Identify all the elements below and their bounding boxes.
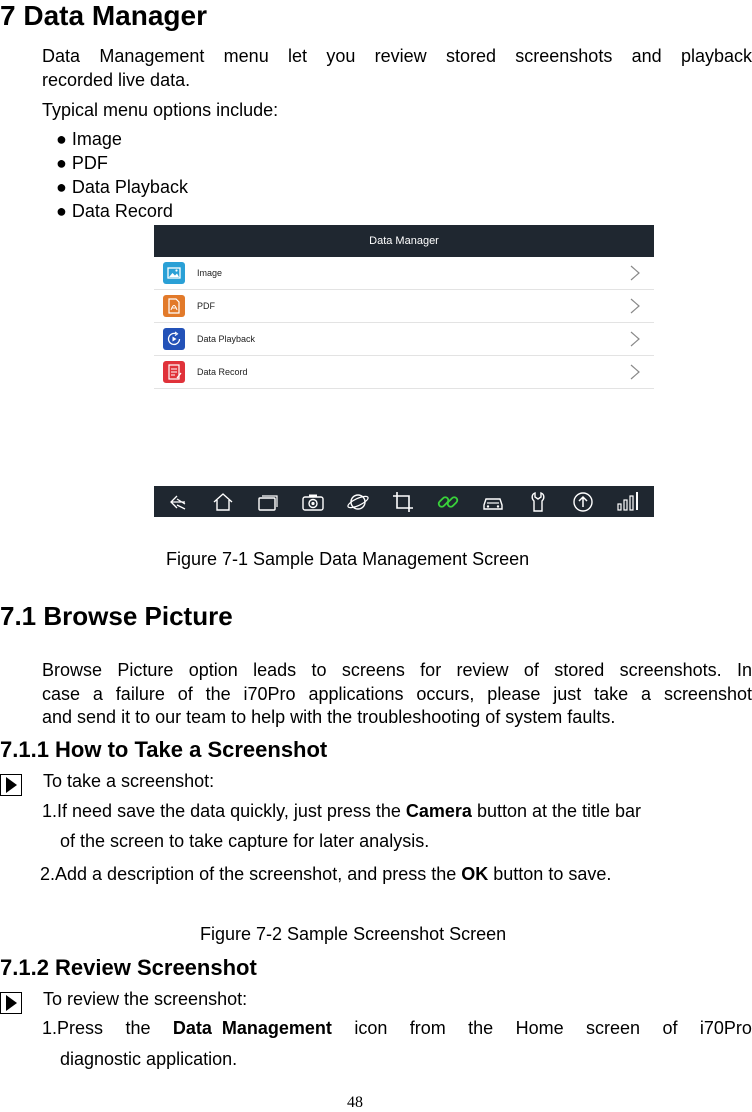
step-2 bbox=[40, 864, 611, 885]
subsection-heading: 7.1.2 Review Screenshot bbox=[0, 955, 257, 980]
bullet-text: PDF bbox=[71, 153, 108, 173]
step-word: the bbox=[125, 1018, 151, 1038]
bullet-dot: ● bbox=[56, 153, 67, 173]
chevron-right-icon bbox=[628, 265, 642, 281]
wrench-icon[interactable] bbox=[526, 490, 550, 514]
bullet-item bbox=[56, 129, 122, 150]
bullet-text: Image bbox=[71, 129, 122, 149]
step-text: Add a description of the screenshot, and press the bbox=[55, 864, 462, 884]
menu-item-data-record[interactable] bbox=[154, 356, 654, 389]
menu-item-pdf[interactable] bbox=[154, 290, 654, 323]
record-icon bbox=[163, 361, 185, 383]
step-bold: Data Management bbox=[172, 1018, 332, 1038]
bullet-text: Data Playback bbox=[71, 177, 188, 197]
paragraph-line: Browse Picture option leads to screens for review of stored screenshots. In bbox=[42, 660, 752, 680]
bullet-item bbox=[56, 201, 173, 222]
upload-icon[interactable] bbox=[571, 490, 595, 514]
bullet-dot: ● bbox=[56, 177, 67, 197]
browser-icon[interactable] bbox=[346, 490, 370, 514]
step-word: Home bbox=[515, 1018, 564, 1038]
back-icon[interactable] bbox=[166, 490, 190, 514]
bullet-dot: ● bbox=[56, 201, 67, 221]
chevron-right-icon bbox=[628, 364, 642, 380]
step-number: 1. bbox=[42, 1018, 58, 1038]
recent-apps-icon[interactable] bbox=[256, 490, 280, 514]
screenshot-title-bar: Data Manager bbox=[154, 225, 654, 257]
pdf-icon bbox=[163, 295, 185, 317]
image-icon bbox=[163, 262, 185, 284]
intro-line-2: recorded live data. bbox=[42, 70, 191, 90]
step-word: the bbox=[468, 1018, 494, 1038]
step-text: button to save. bbox=[488, 864, 612, 884]
instruction-intro: To take a screenshot: bbox=[43, 771, 215, 791]
intro-line-1: Data Management menu let you review stored screenshots and playback bbox=[42, 46, 752, 66]
link-icon[interactable] bbox=[436, 490, 460, 514]
camera-icon[interactable] bbox=[301, 490, 325, 514]
menu-item-data-playback[interactable] bbox=[154, 323, 654, 356]
bullet-dot: ● bbox=[56, 129, 67, 149]
paragraph-line: case a failure of the i70Pro applications occurs, please just take a screenshot bbox=[42, 684, 752, 704]
crop-icon[interactable] bbox=[391, 490, 415, 514]
bullet-text: Data Record bbox=[71, 201, 173, 221]
instruction-intro: To review the screenshot: bbox=[43, 989, 248, 1009]
home-icon[interactable] bbox=[211, 490, 235, 514]
section-heading: 7.1 Browse Picture bbox=[0, 601, 233, 631]
arrow-bullet-icon bbox=[0, 774, 22, 796]
step-word: from bbox=[409, 1018, 446, 1038]
step-text: If need save the data quickly, just press the bbox=[57, 801, 406, 821]
figure-caption: Figure 7-1 Sample Data Management Screen bbox=[166, 549, 530, 569]
bullet-item bbox=[56, 153, 108, 174]
step-word: Press bbox=[57, 1018, 104, 1038]
step-word: of bbox=[662, 1018, 678, 1038]
review-step-1-line-2: diagnostic application. bbox=[60, 1049, 238, 1069]
playback-icon bbox=[163, 328, 185, 350]
menu-item-label: Image bbox=[197, 268, 223, 278]
menu-item-image[interactable] bbox=[154, 257, 654, 290]
page-number: 48 bbox=[347, 1094, 363, 1111]
step-word: icon bbox=[354, 1018, 388, 1038]
step-bold: OK bbox=[461, 864, 489, 884]
car-icon[interactable] bbox=[481, 490, 505, 514]
subsection-heading: 7.1.1 How to Take a Screenshot bbox=[0, 737, 328, 762]
step-number: 2. bbox=[40, 864, 56, 884]
signal-icon[interactable] bbox=[616, 490, 640, 514]
chevron-right-icon bbox=[628, 331, 642, 347]
step-number: 1. bbox=[42, 801, 58, 821]
figure-caption: Figure 7-2 Sample Screenshot Screen bbox=[200, 924, 507, 944]
chevron-right-icon bbox=[628, 298, 642, 314]
screenshot-nav-bar bbox=[154, 486, 654, 517]
options-intro: Typical menu options include: bbox=[42, 100, 279, 120]
menu-item-label: Data Record bbox=[197, 367, 248, 377]
data-manager-screenshot bbox=[154, 225, 654, 517]
step-bold: Camera bbox=[405, 801, 472, 821]
step-text: button at the title bar bbox=[471, 801, 642, 821]
menu-item-label: PDF bbox=[197, 301, 215, 311]
bullet-item bbox=[56, 177, 188, 198]
page-title: 7 Data Manager bbox=[0, 0, 207, 31]
step-1-line-2: of the screen to take capture for later analysis. bbox=[60, 831, 430, 851]
paragraph-line: and send it to our team to help with the troubleshooting of system faults. bbox=[42, 707, 616, 727]
review-step-1 bbox=[42, 1018, 752, 1039]
data-manager-menu bbox=[154, 257, 654, 389]
step-1 bbox=[42, 801, 641, 822]
step-word: screen bbox=[586, 1018, 641, 1038]
step-word: i70Pro bbox=[699, 1018, 752, 1038]
menu-item-label: Data Playback bbox=[197, 334, 256, 344]
arrow-bullet-icon bbox=[0, 992, 22, 1014]
